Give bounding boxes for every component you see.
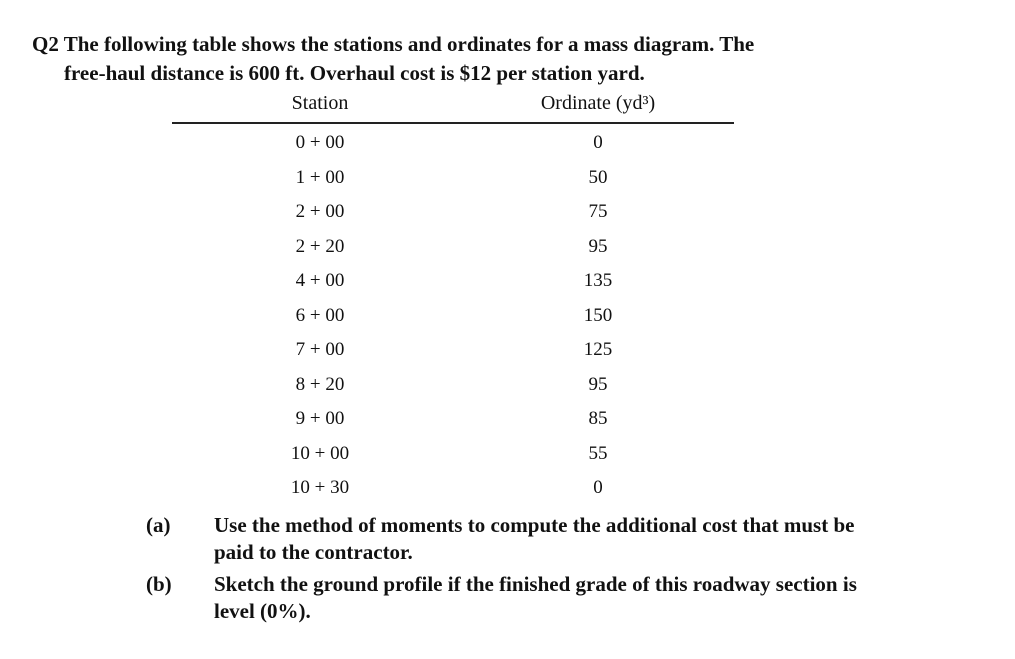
- ordinate-cell: 0: [593, 132, 603, 153]
- station-cell: 7 + 00: [295, 339, 345, 360]
- ordinate-cell: 95: [588, 235, 608, 257]
- part-b-label: (b): [146, 572, 172, 596]
- part-b: [50, 571, 1000, 625]
- table-header-rule: [172, 122, 734, 124]
- part-b-line-1: Sketch the ground profile if the finished grade of this roadway section is: [214, 572, 857, 596]
- ordinate-cell: 55: [588, 442, 608, 464]
- table-header: [0, 92, 1015, 120]
- table-row: [0, 471, 1015, 506]
- part-a: [50, 512, 1000, 566]
- question-parts: [50, 512, 1000, 630]
- station-cell: 8 + 20: [295, 373, 345, 395]
- station-cell: 0 + 00: [295, 132, 345, 153]
- station-cell: 2 + 20: [295, 235, 345, 257]
- ordinate-column-header: Ordinate (yd³): [540, 92, 656, 114]
- station-cell: 10 + 30: [290, 477, 350, 498]
- ordinate-cell: 85: [588, 408, 608, 429]
- station-cell: 1 + 00: [295, 166, 345, 188]
- table-row: [0, 161, 1015, 196]
- part-b-line-2: level (0%).: [214, 599, 311, 623]
- ordinate-cell: 125: [583, 339, 613, 360]
- table-row: [0, 126, 1015, 161]
- part-a-line-1: Use the method of moments to compute the additional cost that must be: [214, 513, 855, 537]
- ordinate-cell: 150: [583, 304, 613, 326]
- table-row: [0, 368, 1015, 403]
- station-cell: 6 + 00: [295, 304, 345, 326]
- table-row: [0, 437, 1015, 472]
- table-row: [0, 195, 1015, 230]
- station-cell: 10 + 00: [290, 442, 350, 464]
- ordinate-cell: 0: [593, 477, 603, 498]
- table-row: [0, 264, 1015, 299]
- question-line-2: free-haul distance is 600 ft. Overhaul cost is $12 per station yard.: [64, 61, 645, 85]
- station-cell: 2 + 00: [295, 201, 345, 222]
- table-body: [0, 126, 1015, 506]
- table-row: [0, 402, 1015, 437]
- ordinate-cell: 135: [583, 270, 613, 291]
- ordinate-cell: 75: [588, 201, 608, 222]
- question-number: Q2: [32, 32, 59, 56]
- table-row: [0, 230, 1015, 265]
- station-column-header: Station: [291, 92, 349, 114]
- question-text: [32, 30, 992, 88]
- table-row: [0, 299, 1015, 334]
- question-line-1: The following table shows the stations and ordinates for a mass diagram. The: [63, 32, 755, 56]
- ordinate-cell: 50: [588, 166, 608, 188]
- table-row: [0, 333, 1015, 368]
- station-cell: 9 + 00: [295, 408, 345, 429]
- ordinate-cell: 95: [588, 373, 608, 395]
- station-cell: 4 + 00: [295, 270, 345, 291]
- part-a-line-2: paid to the contractor.: [214, 540, 413, 564]
- part-a-label: (a): [146, 513, 171, 537]
